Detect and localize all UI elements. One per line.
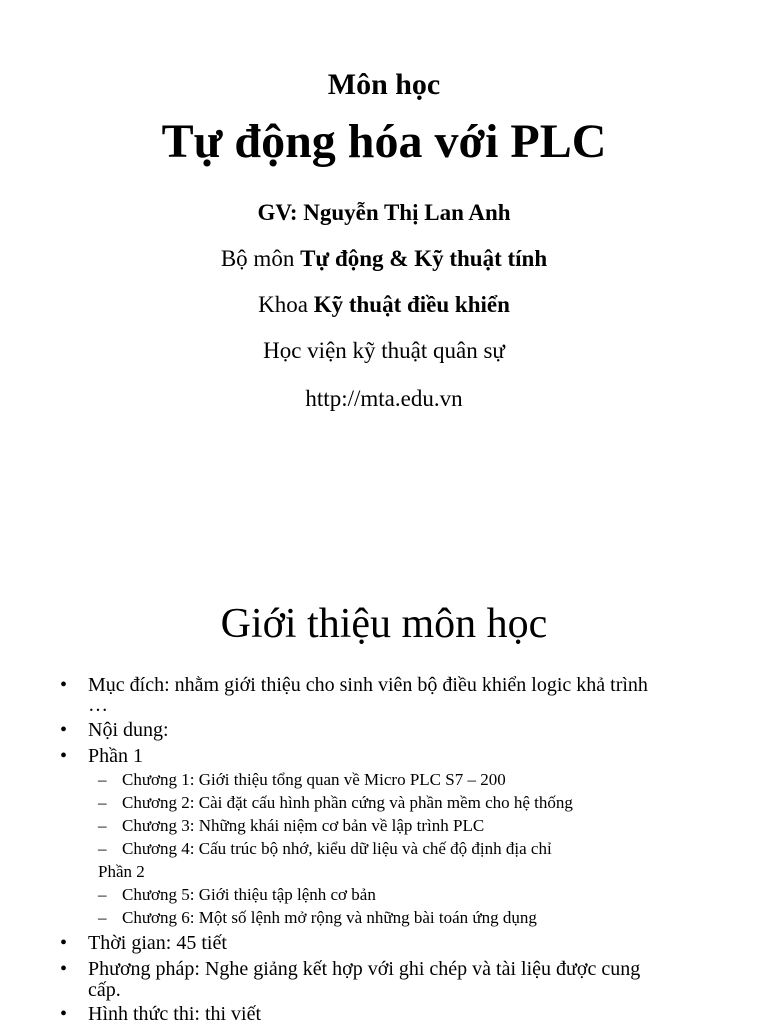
chapter-text: Chương 2: Cài đặt cấu hình phần cứng và phần mềm cho hệ thống — [122, 793, 573, 812]
bullet-symbol: • — [60, 745, 68, 767]
method-text: Phương pháp: Nghe giảng kết hợp với ghi chép và tài liệu được cung — [88, 958, 641, 980]
purpose-ellipsis: … — [88, 694, 108, 716]
faculty-prefix: Khoa — [258, 292, 314, 317]
chapter-text: Chương 3: Những khái niệm cơ bản về lập trình PLC — [122, 816, 485, 835]
chapter-text: Chương 1: Giới thiệu tổng quan về Micro PLC S7 – 200 — [122, 770, 506, 789]
department-line — [0, 246, 768, 272]
dash-symbol: – — [98, 793, 107, 812]
subject-label: Môn học — [327, 68, 441, 101]
faculty-line — [0, 292, 768, 318]
content-label: Nội dung: — [88, 719, 169, 741]
time-text: Thời gian: 45 tiết — [88, 932, 227, 954]
bullet-symbol: • — [60, 1003, 68, 1025]
bullet-symbol: • — [60, 719, 68, 741]
bullet-symbol: • — [60, 958, 68, 980]
method-text-cont: cấp. — [88, 979, 121, 1001]
department-name: Tự động & Kỹ thuật tính — [300, 246, 548, 271]
dash-symbol: – — [98, 908, 107, 927]
part1-label: Phần 1 — [88, 745, 143, 767]
purpose-text: Mục đích: nhằm giới thiệu cho sinh viên bộ điều khiển logic khả trình — [88, 674, 648, 696]
exam-text: Hình thức thi: thi viết — [88, 1003, 262, 1025]
dash-symbol: – — [98, 839, 107, 858]
faculty-name: Kỹ thuật điều khiển — [313, 292, 510, 317]
academy-name: Học viện kỹ thuật quân sự — [263, 338, 505, 363]
website-url: http://mta.edu.vn — [305, 386, 463, 411]
bullet-symbol: • — [60, 932, 68, 954]
chapter-text: Chương 4: Cấu trúc bộ nhớ, kiểu dữ liệu và chế độ định địa chỉ — [122, 839, 552, 858]
chapter-text: Chương 6: Một số lệnh mở rộng và những bài toán ứng dụng — [122, 908, 537, 927]
intro-heading: Giới thiệu môn học — [220, 601, 548, 647]
bullet-symbol: • — [60, 674, 68, 696]
part2-label: Phần 2 — [98, 862, 145, 881]
course-title: Tự động hóa với PLC — [161, 115, 607, 168]
department-prefix: Bộ môn — [220, 246, 301, 271]
dash-symbol: – — [98, 770, 107, 789]
teacher-name: GV: Nguyễn Thị Lan Anh — [257, 200, 511, 225]
dash-symbol: – — [98, 816, 107, 835]
chapter-text: Chương 5: Giới thiệu tập lệnh cơ bản — [122, 885, 376, 904]
dash-symbol: – — [98, 885, 107, 904]
